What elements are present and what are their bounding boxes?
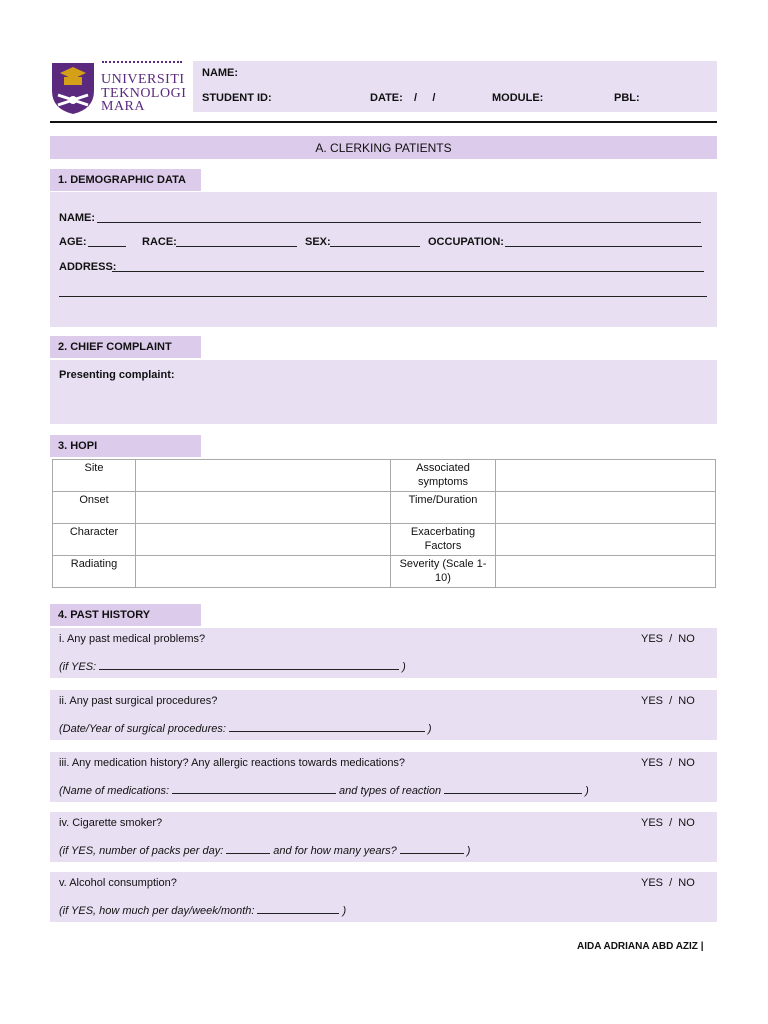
past-item-1-answer — [59, 658, 406, 673]
past-item-3-answer-suffix: ) — [585, 785, 589, 797]
past-item-1-line[interactable] — [99, 658, 399, 670]
table-row — [53, 556, 716, 588]
past-item-4-answer-mid: and for how many years? — [273, 845, 397, 857]
past-item-5-answer-prefix: (if YES, how much per day/week/month: — [59, 905, 255, 917]
past-item-4-answer — [59, 842, 470, 857]
demo-sex-line[interactable] — [330, 246, 420, 247]
demographic-panel — [50, 192, 717, 327]
logo-text-2: TEKNOLOGI — [101, 86, 187, 101]
past-item-1-answer-prefix: (if YES: — [59, 661, 97, 673]
demo-age-label: AGE: — [59, 236, 87, 248]
demo-occupation-label: OCCUPATION: — [428, 236, 504, 248]
demo-race-label: RACE: — [142, 236, 177, 248]
past-item-2-answer — [59, 720, 432, 735]
past-item-3-question: iii. Any medication history? Any allergic reactions towards medications? — [59, 757, 406, 769]
header-date-slashes: / / — [414, 92, 436, 104]
past-item-5-question: v. Alcohol consumption? — [59, 877, 177, 889]
past-item-4-question: iv. Cigarette smoker? — [59, 817, 163, 829]
hopi-field-duration[interactable] — [496, 492, 716, 524]
past-item-3-line-a[interactable] — [172, 782, 336, 794]
header-student-id-label: STUDENT ID: — [202, 92, 272, 104]
header-date-label: DATE: — [370, 92, 403, 104]
hopi-field-character[interactable] — [136, 524, 391, 556]
past-item-1-answer-suffix: ) — [402, 661, 406, 673]
demo-age-line[interactable] — [88, 246, 126, 247]
past-item-1-yes-no[interactable]: YES / NO — [641, 633, 695, 645]
hopi-field-onset[interactable] — [136, 492, 391, 524]
hopi-heading: 3. HOPI — [50, 435, 201, 457]
demo-sex-label: SEX: — [305, 236, 331, 248]
logo-text-1: UNIVERSITI — [101, 72, 185, 87]
university-logo — [50, 61, 186, 115]
past-item-5-answer-suffix: ) — [342, 905, 347, 917]
header-pbl-label: PBL: — [614, 92, 640, 104]
past-item-3-answer-mid: and types of reaction — [339, 785, 442, 797]
footer-author: AIDA ADRIANA ABD AZIZ | — [577, 941, 704, 952]
demo-address-line-2[interactable] — [59, 296, 707, 297]
hopi-label-severity: Severity (Scale 1-10) — [391, 556, 496, 588]
hopi-label-site: Site — [53, 460, 136, 492]
table-row — [53, 492, 716, 524]
past-item-4-line-b[interactable] — [400, 842, 464, 854]
past-item-2-question: ii. Any past surgical procedures? — [59, 695, 218, 707]
past-item-1-question: i. Any past medical problems? — [59, 633, 206, 645]
demo-occupation-line[interactable] — [505, 246, 702, 247]
past-item-2-answer-suffix: ) — [427, 723, 432, 735]
hopi-label-exacerbating: Exacerbating Factors — [391, 524, 496, 556]
hopi-field-radiating[interactable] — [136, 556, 391, 588]
past-item-5-line[interactable] — [257, 902, 339, 914]
header-divider — [50, 121, 717, 123]
table-row — [53, 460, 716, 492]
past-item-5-answer — [59, 902, 346, 917]
logo-text-3: MARA — [101, 99, 146, 114]
header-name-label: NAME: — [202, 67, 239, 79]
header-info-box — [193, 61, 717, 112]
hopi-label-associated: Associated symptoms — [391, 460, 496, 492]
hopi-table — [52, 459, 716, 588]
section-title: A. CLERKING PATIENTS — [315, 141, 452, 155]
hopi-label-duration: Time/Duration — [391, 492, 496, 524]
past-item-4-line-a[interactable] — [226, 842, 270, 854]
past-item-2-line[interactable] — [229, 720, 425, 732]
demo-name-label: NAME: — [59, 212, 96, 224]
presenting-complaint-label: Presenting complaint: — [59, 369, 175, 381]
hopi-field-site[interactable] — [136, 460, 391, 492]
demo-race-line[interactable] — [176, 246, 297, 247]
table-row — [53, 524, 716, 556]
header-module-label: MODULE: — [492, 92, 544, 104]
past-history-heading: 4. PAST HISTORY — [50, 604, 201, 626]
hopi-field-severity[interactable] — [496, 556, 716, 588]
past-item-4-answer-suffix: ) — [466, 845, 471, 857]
demo-name-line[interactable] — [97, 222, 701, 223]
past-item-2-yes-no[interactable]: YES / NO — [641, 695, 695, 707]
past-item-3-answer — [59, 782, 589, 797]
demographic-heading: 1. DEMOGRAPHIC DATA — [50, 169, 201, 191]
past-item-3-yes-no[interactable]: YES / NO — [641, 757, 695, 769]
chief-complaint-heading: 2. CHIEF COMPLAINT — [50, 336, 201, 358]
past-item-4-yes-no[interactable]: YES / NO — [641, 817, 695, 829]
hopi-field-exacerbating[interactable] — [496, 524, 716, 556]
logo-script — [102, 61, 182, 72]
hopi-label-radiating: Radiating — [53, 556, 136, 588]
past-item-4-answer-prefix: (if YES, number of packs per day: — [59, 845, 224, 857]
hopi-label-character: Character — [53, 524, 136, 556]
past-item-3-line-b[interactable] — [444, 782, 582, 794]
hopi-field-associated[interactable] — [496, 460, 716, 492]
past-item-2-answer-prefix: (Date/Year of surgical procedures: — [59, 723, 226, 735]
demo-address-line-1[interactable] — [112, 271, 704, 272]
past-item-5-yes-no[interactable]: YES / NO — [641, 877, 695, 889]
crest-icon — [50, 61, 96, 115]
hopi-table-wrap — [52, 459, 716, 588]
demo-address-label: ADDRESS: — [59, 261, 117, 273]
hopi-label-onset: Onset — [53, 492, 136, 524]
past-item-3-answer-prefix: (Name of medications: — [59, 785, 170, 797]
